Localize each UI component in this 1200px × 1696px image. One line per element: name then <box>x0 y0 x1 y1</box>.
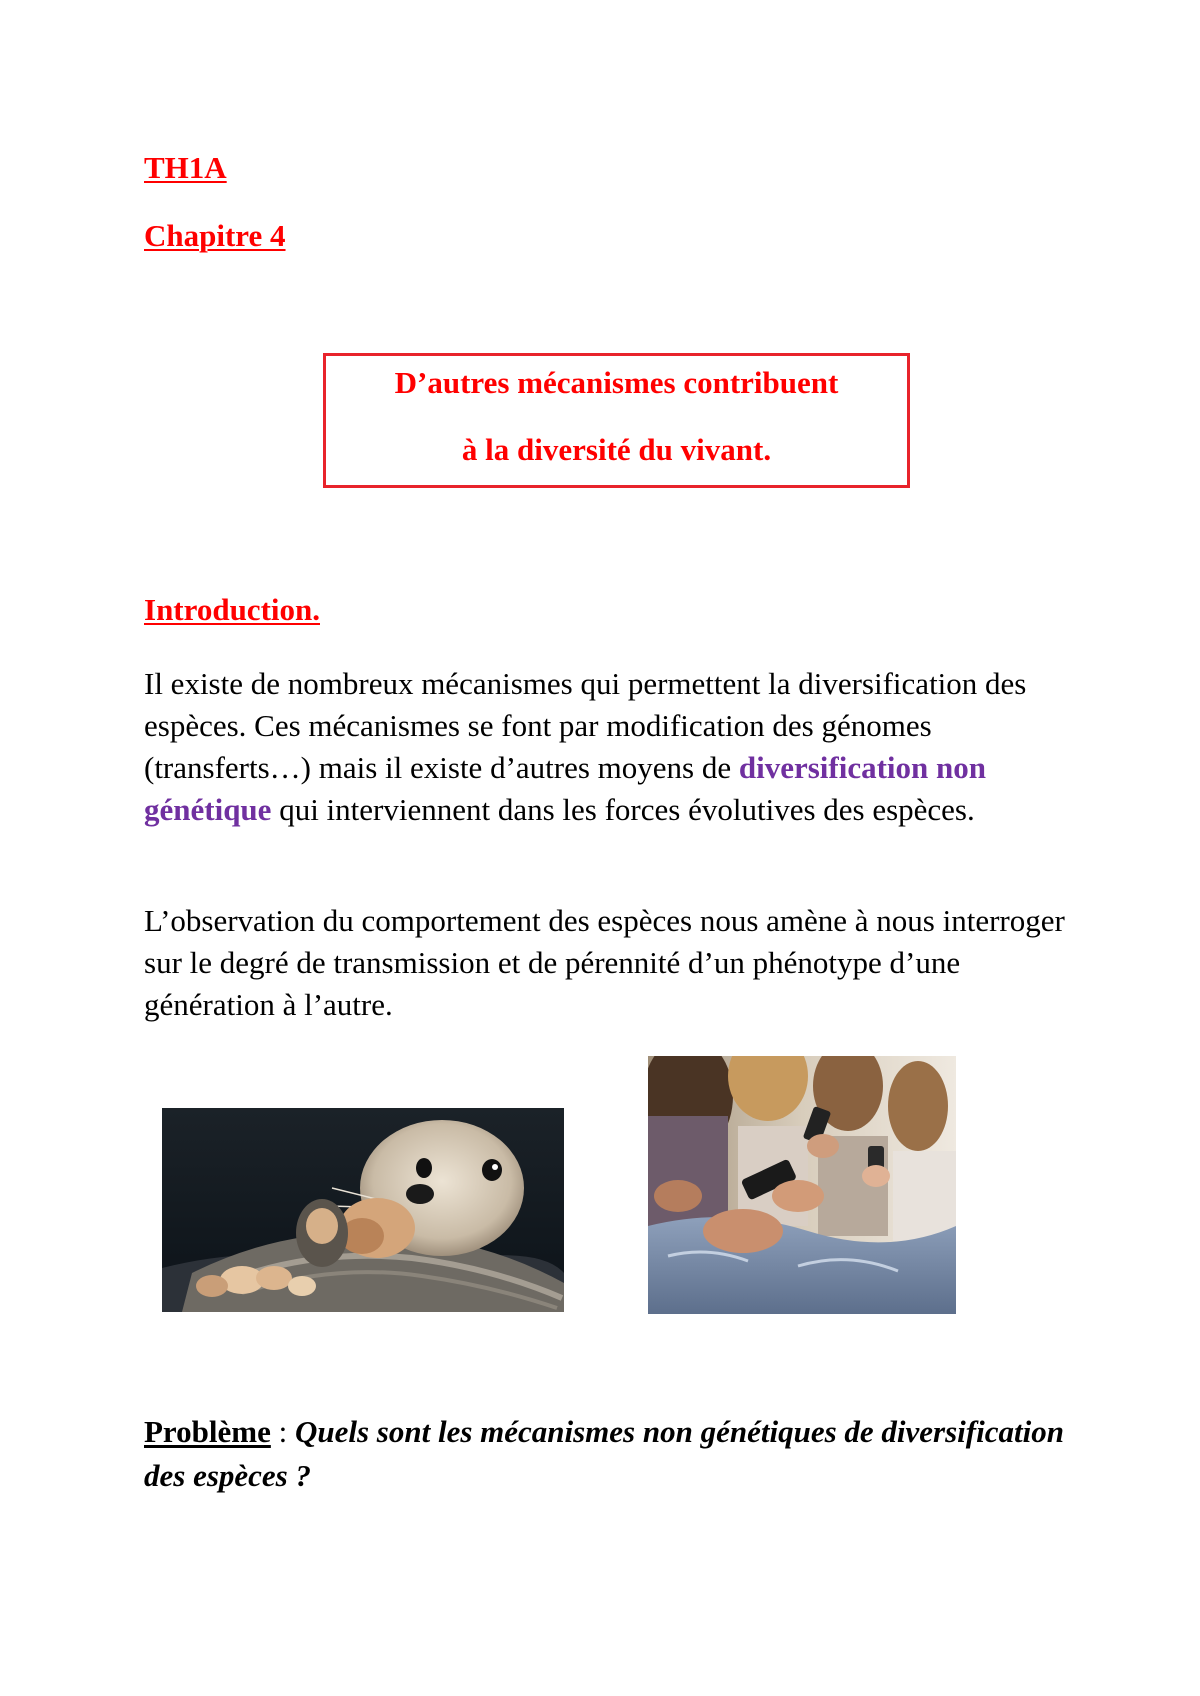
chapter-title-line-1: D’autres mécanismes contribuent <box>394 365 839 400</box>
smartphones-photo <box>648 1056 956 1314</box>
problem-label: Problème <box>144 1414 271 1449</box>
highlighted-term: diversification non génétique <box>144 750 987 827</box>
sea-otter-photo <box>162 1108 564 1312</box>
problem-separator: : <box>270 1414 295 1449</box>
problem-statement <box>144 1410 1084 1498</box>
document-code: TH1A <box>144 150 227 185</box>
chapter-title-box <box>323 353 910 488</box>
paragraph-text: Il existe de nombreux mécanismes qui permettent la diversification des espèces. Ces mécanismes se font par modification des génomes (transferts…) mais il existe d’autres moyens de <box>144 666 1027 785</box>
introduction-heading: Introduction. <box>144 592 320 627</box>
chapter-heading: Chapitre 4 <box>144 218 286 253</box>
chapter-title-line-2: à la diversité du vivant. <box>461 432 772 467</box>
introduction-paragraph-2: L’observation du comportement des espèces nous amène à nous interroger sur le degré de transmission et de pérennité d’un phénotype d’une génération à l’autre. <box>144 903 1065 1022</box>
problem-question: Quels sont les mécanismes non génétiques de diversification des espèces ? <box>144 1414 1064 1493</box>
introduction-paragraph-1 <box>144 663 1084 831</box>
paragraph-text: qui interviennent dans les forces évolutives des espèces. <box>271 792 975 827</box>
